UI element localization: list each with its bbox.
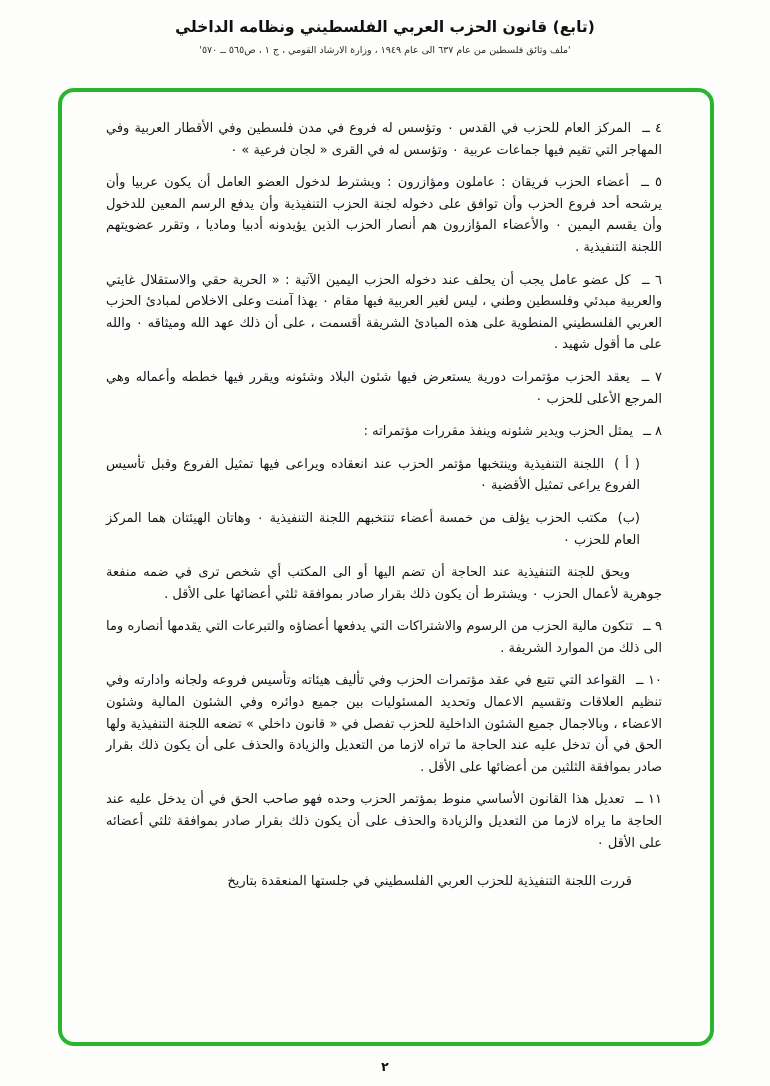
page-number: ٢	[381, 1059, 389, 1074]
sub-article-text: مكتب الحزب يؤلف من خمسة أعضاء تنتخبهم اللجنة التنفيذية ٠ وهاتان الهيئتان هما المركز العام للحزب ٠	[106, 510, 640, 548]
article-number: ٤ ــ	[637, 121, 662, 136]
article-text: كل عضو عامل يجب أن يحلف عند دخوله الحزب اليمين الآتية : « الحرية حقي والاستقلال غايتي والعربية مبدئي وفلسطين وطني ، ليس لغير العربية فيها مقام ٠ بهذا آمنت وعلى الاخلاص لمبادئ الحزب العربي الفلسطيني المنطوية على هذه المبادئ الشريفة أقسمت ، على أن ذلك عهد الله وميثاقه ٠ والله على ما أقول شهيد .	[106, 272, 662, 353]
document-title: (تابع) قانون الحزب العربي الفلسطيني ونظامه الداخلي	[175, 18, 595, 36]
article-item	[106, 421, 662, 443]
document-header	[0, 0, 770, 56]
article-number: ٦ ــ	[636, 272, 662, 288]
sub-article-text: اللجنة التنفيذية وينتخبها مؤتمر الحزب عند انعقاده ويراعى فيها تمثيل الفروع وقبل تأسيس الفروع يراعى تمثيل الأقضية ٠	[106, 456, 640, 494]
article-number: ٥ ــ	[635, 175, 662, 191]
article-number: ٨ ــ	[639, 424, 662, 440]
document-subtitle: 'ملف وثائق فلسطين من عام ٦٣٧ الى عام ١٩٤٩ ، وزارة الارشاد القومي ، ج ١ ، ص٥٦٥ ــ ٥٧٠'	[199, 45, 571, 56]
sub-article-item	[106, 454, 640, 497]
article-text: يعقد الحزب مؤتمرات دورية يستعرض فيها شئون البلاد وشئونه ويقرر فيها خططه وأعماله وهي المرجع الأعلى للحزب ٠	[106, 369, 662, 407]
article-item	[106, 118, 662, 161]
sub-article-item	[106, 508, 640, 551]
articles-list	[106, 118, 662, 854]
article-text: تتكون مالية الحزب من الرسوم والاشتراكات التي يدفعها أعضاؤه والتبرعات التي يقدمها أنصاره وما الى ذلك من الموارد الشريفة .	[106, 619, 662, 656]
article-number: ٧ ــ	[635, 369, 662, 385]
article-item	[106, 367, 662, 410]
article-item	[106, 616, 662, 659]
article-text: المركز العام للحزب في القدس ٠ وتؤسس له فروع في مدن فلسطين وفي الأقطار العربية وفي المهاجر التي تقيم فيها جماعات عربية ٠ وتؤسس له في القرى « لجان فرعية » ٠	[106, 121, 662, 158]
sub-article-label: ( أ )	[608, 456, 640, 472]
article-text: تعديل هذا القانون الأساسي منوط بمؤتمر الحزب وحده فهو صاحب الحق في أن يدخل عليه عند الحاجة ما يراه لازما من التعديل والزيادة والحذف على أن يكون ذلك بقرار صادر بموافقة ثلثي أعضائه على الأقل ٠	[106, 792, 662, 851]
article-number: ١١ ــ	[630, 792, 662, 808]
article-item	[106, 270, 662, 356]
article-item	[106, 789, 662, 854]
article-item	[106, 670, 662, 778]
article-text: أعضاء الحزب فريقان : عاملون ومؤازرون : ويشترط لدخول العضو العامل أن يكون عربيا وأن يرشحه أحد فروع الحزب وأن توافق على دخوله لجنة الحزب التنفيذية وأن يدفع الرسم المعين للدخول وأن يقسم اليمين ٠ والأعضاء المؤازرون هم أنصار الحزب الذين يؤيدونه أدبيا وماديا ، وتقرر عضويتهم اللجنة التنفيذية .	[106, 175, 663, 255]
article-number: ٩ ــ	[638, 619, 662, 635]
article-text: يمثل الحزب ويدير شئونه وينفذ مقررات مؤتمراته :	[363, 424, 634, 440]
content-border-box	[58, 88, 714, 1046]
article-text: القواعد التي تتبع في عقد مؤتمرات الحزب وفي تأليف هيئاته وتأسيس فروعه ولجانه وادارته وفي تنظيم العلاقات وتقسيم الاعمال وتحديد المسئوليات بين جميع دوائره وفي الشئون المالية وشئون الاعضاء ، وبالاجمال جميع الشئون الداخلية للحزب تفصل في « قانون داخلي » تضعه اللجنة التنفيذية ولها الحق في أن تدخل عليه عند الحاجة ما تراه لازما من التعديل والزيادة والحذف على أن يكون ذلك بقرار صادر بموافقة الثلثين من أعضائها على الأقل .	[106, 673, 662, 775]
sub-article-label: (ب)	[611, 510, 641, 526]
sub-article-text: ويحق للجنة التنفيذية عند الحاجة أن تضم اليها أو الى المكتب أي شخص ترى في ضمه منفعة جوهرية لأعمال الحزب ٠ ويشترط أن يكون ذلك بقرار صادر بموافقة ثلثي أعضائها على الأقل .	[106, 565, 662, 602]
article-item	[106, 172, 662, 258]
article-number: ١٠ ــ	[631, 673, 662, 689]
closing-paragraph: قررت اللجنة التنفيذية للحزب العربي الفلسطيني في جلستها المنعقدة بتاريخ	[227, 874, 632, 890]
article-continuation	[106, 562, 662, 605]
